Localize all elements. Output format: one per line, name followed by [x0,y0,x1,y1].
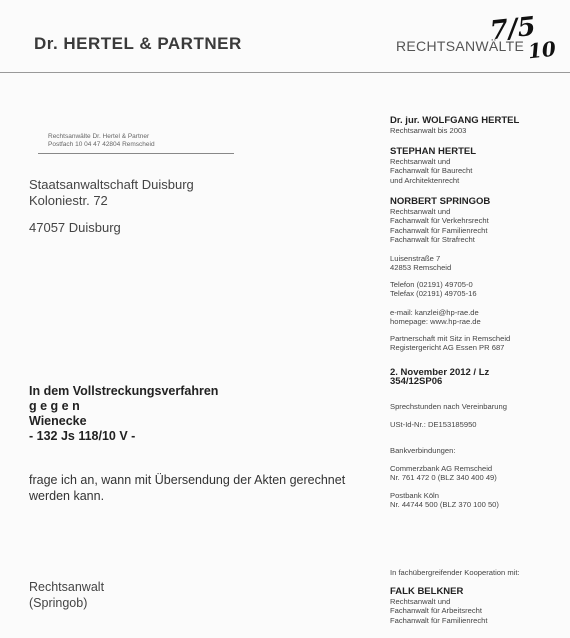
firm-name: Dr. HERTEL & PARTNER [34,34,242,53]
office-address [390,254,451,273]
bank-name: Commerzbank AG Remscheid [390,464,493,473]
homepage-link[interactable]: homepage: www.hp-rae.de [390,317,481,327]
partner-title: Fachanwalt für Familienrecht [390,615,488,625]
partner-title: Rechtsanwalt und [390,597,451,606]
sender-divider [38,153,234,154]
partner-wolfgang-hertel [390,115,519,135]
recipient-city: 47057 Duisburg [29,220,121,235]
sender-line-2: Postfach 10 04 47 42804 Remscheid [48,141,155,148]
sender-line-1: Rechtsanwälte Dr. Hertel & Partner [48,133,150,140]
partner-title: Fachanwalt für Arbeitsrecht [390,606,483,616]
body-line-1: frage ich an, wann mit Übersendung der Akten gerechnet [29,473,346,487]
bank-name: Postbank Köln [390,491,439,500]
office-hours: Sprechstunden nach Vereinbarung [390,402,507,411]
recipient-name: Staatsanwaltschaft Duisburg [29,177,194,192]
firm-type: RECHTSANWÄLTE [396,38,525,54]
fax: Telefax (02191) 49705-16 [390,289,477,299]
partner-stephan-hertel [390,146,476,185]
partner-title: Fachanwalt für Familienrecht [390,225,488,235]
partner-norbert-springob [390,196,490,245]
partnership-seat: Partnerschaft mit Sitz in Remscheid [390,334,511,343]
partner-title: Fachanwalt für Verkehrsrecht [390,216,489,226]
contact-phone-fax [390,280,477,299]
partner-title: und Architektenrecht [390,175,460,185]
subject-line-1: In dem Vollstreckungsverfahren [29,384,219,398]
sender-return-address [48,133,155,149]
letter-date-reference [390,368,489,387]
subject-line-3: Wienecke [29,414,87,428]
partnership-info [390,334,510,353]
subject-line-2: g e g e n [29,399,80,413]
partner-title: Fachanwalt für Strafrecht [390,235,475,245]
bank-postbank [390,491,499,510]
partner-name: NORBERT SPRINGOB [390,196,491,207]
partner-title: Rechtsanwalt und [390,207,451,216]
body-line-2: werden kann. [29,489,105,503]
partner-name: Dr. jur. WOLFGANG HERTEL [390,115,520,126]
header-divider [0,72,570,73]
recipient-street: Koloniestr. 72 [29,193,108,208]
partner-name: FALK BELKNER [390,586,464,597]
partner-title: Rechtsanwalt und [390,157,451,166]
city: 42853 Remscheid [390,263,452,273]
partner-name: STEPHAN HERTEL [390,146,477,157]
handwritten-note: 7/5 [488,11,538,47]
bank-commerzbank [390,464,497,483]
bank-account: Nr. 761 472 0 (BLZ 340 400 49) [390,473,497,483]
partner-falk-belkner [390,586,488,625]
cooperation-heading: In fachübergreifender Kooperation mit: [390,568,520,577]
partner-title: Rechtsanwalt bis 2003 [390,126,467,135]
vat-id: USt-Id-Nr.: DE153185950 [390,420,477,429]
street: Luisenstraße 7 [390,254,441,263]
bank-account: Nr. 44744 500 (BLZ 370 100 50) [390,500,499,510]
signature-title: Rechtsanwalt [29,580,105,594]
signature-name: (Springob) [29,596,88,610]
bank-heading: Bankverbindungen: [390,446,456,455]
handwritten-note-number: 10 [526,36,558,64]
register-court: Registergericht AG Essen PR 687 [390,343,505,353]
phone: Telefon (02191) 49705-0 [390,280,473,289]
partner-title: Fachanwalt für Baurecht [390,166,473,176]
contact-web [390,308,481,327]
file-reference: 354/12SP06 [390,376,443,388]
email-link[interactable]: e-mail: kanzlei@hp-rae.de [390,308,479,317]
subject-line-4: - 132 Js 118/10 V - [29,429,136,443]
letter-date: 2. November 2012 / Lz [390,367,490,378]
